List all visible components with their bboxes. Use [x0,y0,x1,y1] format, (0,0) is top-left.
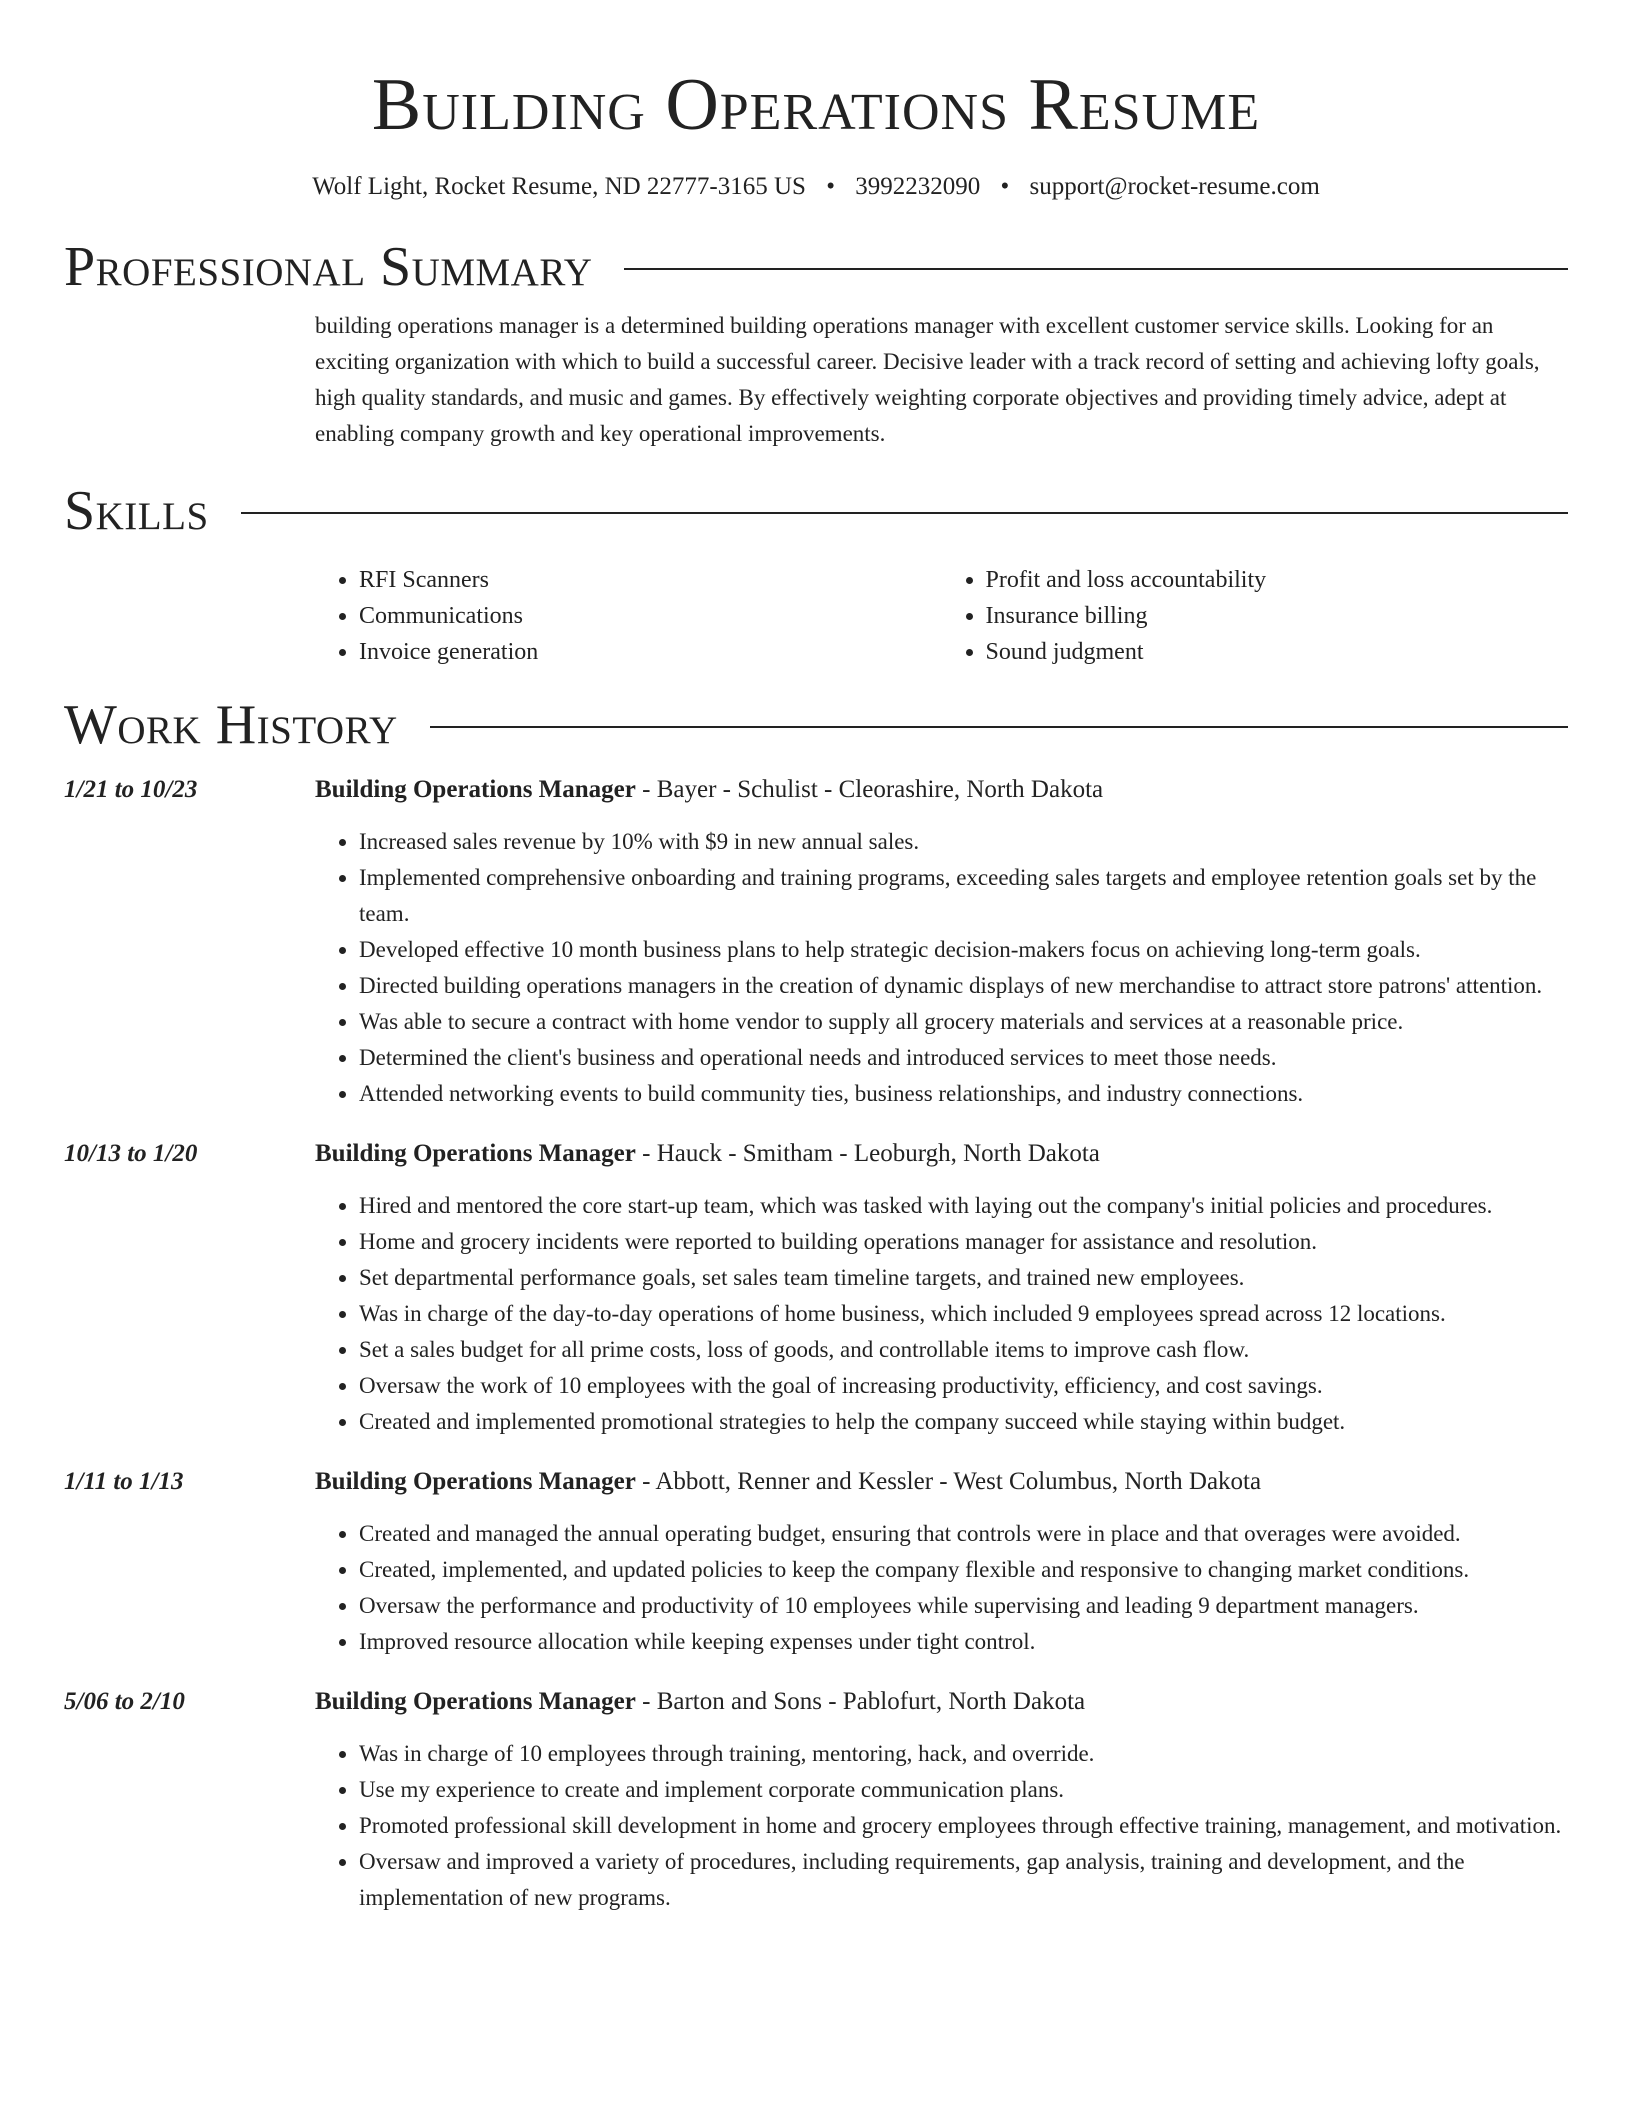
job-title: Building Operations Manager [315,776,636,803]
job-heading [315,1684,1568,1720]
job-bullets [315,1188,1568,1440]
job-title: Building Operations Manager [315,1688,636,1715]
contact-separator: • [1000,173,1010,200]
job-bullet: • Oversaw and improved a variety of procedures, including requirements, gap analysis, training and development, and the implementation of new programs. [359,1844,1568,1916]
job-company: - Bayer - Schulist - Cleorashire, North Dakota [635,776,1104,803]
resume-page [64,0,1568,1916]
job-entry [64,1464,1568,1660]
section-divider [241,512,1568,514]
skills-grid [315,562,1568,670]
summary-section-header [64,234,1568,300]
job-bullet: • Set departmental performance goals, set sales team timeline targets, and trained new employees. [359,1260,1568,1296]
job-title: Building Operations Manager [315,1468,636,1495]
job-dates: 5/06 to 2/10 [64,1688,185,1715]
job-bullet: • Created, implemented, and updated policies to keep the company flexible and responsive to changing market conditions. [359,1552,1568,1588]
job-bullet: • Was able to secure a contract with home vendor to supply all grocery materials and services at a reasonable price. [359,1004,1568,1040]
job-bullet: • Attended networking events to build community ties, business relationships, and industry connections. [359,1076,1568,1112]
job-details [315,1136,1568,1440]
resume-title: Building Operations Resume [371,64,1261,146]
job-bullets [315,1736,1568,1916]
job-company: - Barton and Sons - Pablofurt, North Dakota [635,1688,1086,1715]
contact-phone: 3992232090 [855,173,981,200]
summary-heading: Professional Summary [64,236,593,298]
section-divider [430,726,1568,728]
job-bullet: • Improved resource allocation while keeping expenses under tight control. [359,1624,1568,1660]
job-bullet: • Oversaw the work of 10 employees with the goal of increasing productivity, efficiency, and cost savings. [359,1368,1568,1404]
job-heading [315,1136,1568,1172]
job-bullet: • Home and grocery incidents were reported to building operations manager for assistance and resolution. [359,1224,1568,1260]
job-entry [64,1136,1568,1440]
skills-column-left [315,562,942,670]
job-company: - Hauck - Smitham - Leoburgh, North Dakota [635,1140,1100,1167]
job-bullet: • Implemented comprehensive onboarding and training programs, exceeding sales targets and employee retention goals set by the team. [359,860,1568,932]
job-bullet: • Developed effective 10 month business plans to help strategic decision-makers focus on achieving long-term goals. [359,932,1568,968]
job-bullet: • Was in charge of the day-to-day operations of home business, which included 9 employees spread across 12 locations. [359,1296,1568,1332]
skill-item: • Sound judgment [986,634,1569,670]
job-dates: 1/21 to 10/23 [64,776,198,803]
job-heading [315,772,1568,808]
contact-separator: • [826,173,835,200]
contact-email: support@rocket-resume.com [1029,173,1320,200]
job-bullet: • Determined the client's business and operational needs and introduced services to meet those needs. [359,1040,1568,1076]
job-bullets [315,824,1568,1112]
job-bullet: • Was in charge of 10 employees through training, mentoring, hack, and override. [359,1736,1568,1772]
skill-item: • Insurance billing [986,598,1569,634]
job-title: Building Operations Manager [315,1140,636,1167]
job-bullet: • Directed building operations managers in the creation of dynamic displays of new merchandise to attract store patrons' attention. [359,968,1568,1004]
job-details [315,1464,1568,1660]
job-bullet: • Created and managed the annual operating budget, ensuring that controls were in place and that overages were avoided. [359,1516,1568,1552]
work-heading: Work History [64,694,398,756]
job-heading [315,1464,1568,1500]
job-company: - Abbott, Renner and Kessler - West Columbus, North Dakota [635,1468,1262,1495]
job-bullets [315,1516,1568,1660]
skills-body [315,562,1568,670]
work-section-header [64,692,1568,758]
job-bullet: • Use my experience to create and implement corporate communication plans. [359,1772,1568,1808]
summary-text: building operations manager is a determined building operations manager with excellent customer service skills. Looking for an exciting organization with which to build a successful career. Decisive leader with a track record of setting and achieving lofty goals, high quality standards, and music and games. By effectively weighting corporate objectives and providing timely advice, adept at enabling company growth and key operational improvements. [315,313,1540,446]
job-bullet: • Increased sales revenue by 10% with $9 in new annual sales. [359,824,1568,860]
skills-heading: Skills [64,480,209,542]
skill-item: • Communications [359,598,942,634]
job-bullet: • Set a sales budget for all prime costs, loss of goods, and controllable items to improve cash flow. [359,1332,1568,1368]
job-details [315,772,1568,1112]
job-dates: 10/13 to 1/20 [64,1140,198,1167]
job-bullet: • Oversaw the performance and productivity of 10 employees while supervising and leading 9 department managers. [359,1588,1568,1624]
skills-column-right [942,562,1569,670]
skill-item: • RFI Scanners [359,562,942,598]
job-bullet: • Promoted professional skill development in home and grocery employees through effective training, management, and motivation. [359,1808,1568,1844]
job-entry [64,1684,1568,1916]
job-entry [64,772,1568,1112]
section-divider [624,268,1568,270]
skills-section-header [64,478,1568,544]
job-details [315,1684,1568,1916]
contact-line [64,170,1568,204]
contact-address: Wolf Light, Rocket Resume, ND 22777-3165 US [312,173,806,200]
summary-body [315,308,1568,452]
job-bullet: • Created and implemented promotional strategies to help the company succeed while staying within budget. [359,1404,1568,1440]
job-dates: 1/11 to 1/13 [64,1468,184,1495]
skill-item: • Profit and loss accountability [986,562,1569,598]
skill-item: • Invoice generation [359,634,942,670]
job-bullet: • Hired and mentored the core start-up team, which was tasked with laying out the company's initial policies and procedures. [359,1188,1568,1224]
